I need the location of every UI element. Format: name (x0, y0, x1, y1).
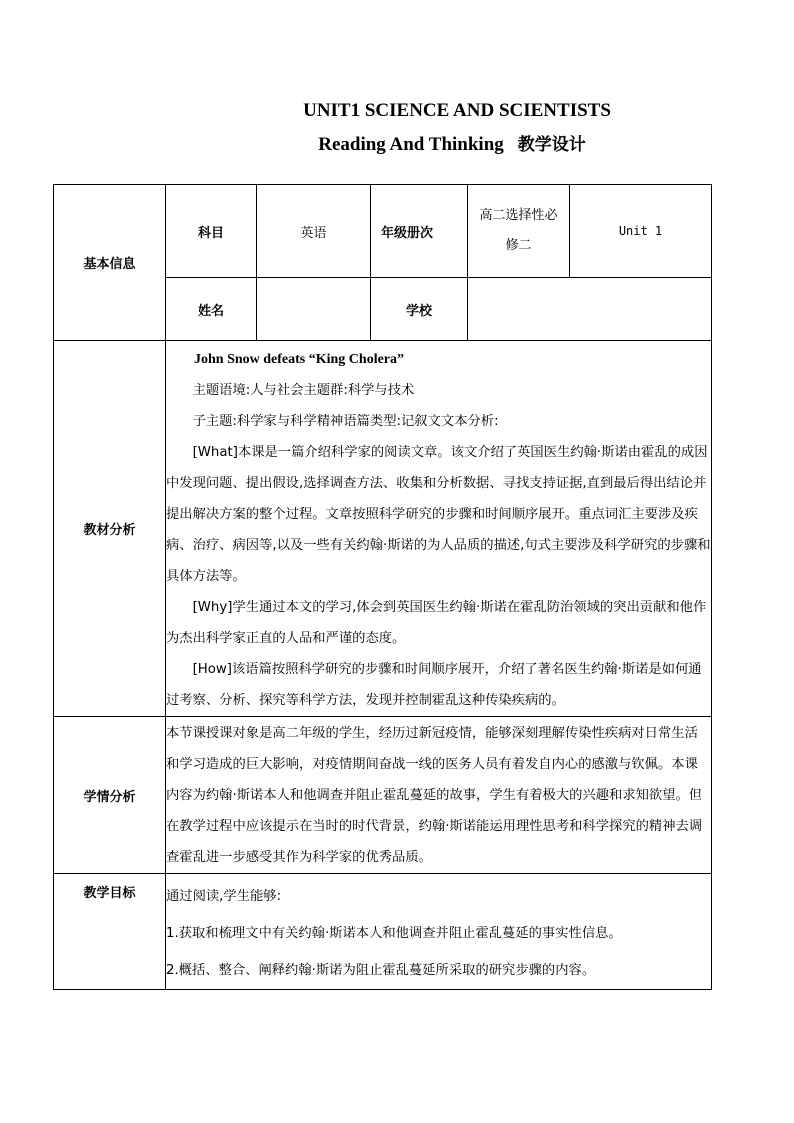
sub-theme: 子主题:科学家与科学精神语篇类型:记叙文文本分析: (192, 414, 499, 429)
passage-title: John Snow defeats “King Cholera” (194, 352, 405, 367)
school-label: 学校 (371, 278, 468, 341)
material-analysis-content (166, 341, 712, 717)
goals-intro: 通过阅读,学生能够: (166, 889, 282, 904)
doc-title-cn: 教学设计 (517, 135, 586, 155)
subject-label: 科目 (166, 185, 257, 278)
goal-item: 2.概括、整合、阐释约翰·斯诺为阻止霍乱蔓延所采取的研究步骤的内容。 (166, 963, 596, 978)
theme-context: 主题语境:人与社会主题群:科学与技术 (192, 383, 415, 398)
subject-value: 英语 (257, 185, 371, 278)
lesson-plan-table (53, 184, 712, 990)
analysis-what: [What]本课是一篇介绍科学家的阅读文章。该文介绍了英国医生约翰·斯诺由霍乱的成因中发现问题、提出假设,选择调查方法、收集和分析数据、寻找支持证据,直到最后得出结论并提出解决方案的整个过程。文章按照科学研究的步骤和时间顺序展开。重点词汇主要涉及疾病、治疗、病因等,以及一些有关约翰·斯诺的为人品质的描述,句式主要涉及科学研究的步骤和具体方法等。 (166, 445, 711, 584)
student-analysis-text: 本节课授课对象是高二年级的学生，经历过新冠疫情，能够深刻理解传染性疾病对日常生活和学习造成的巨大影响，对疫情期间奋战一线的医务人员有着发自内心的感激与钦佩。本课内容为约翰·斯诺本人和他调查并阻止霍乱蔓延的故事，学生有着极大的兴趣和求知欲望。但在教学过程中应该提示在当时的时代背景，约翰·斯诺能运用理性思考和科学探究的精神去调查霍乱进一步感受其作为科学家的优秀品质。 (166, 725, 703, 865)
teaching-goals-label: 教学目标 (54, 874, 166, 990)
doc-title-line2 (55, 130, 794, 156)
goal-item: 1.获取和梳理文中有关约翰·斯诺本人和他调查并阻止霍乱蔓延的事实性信息。 (166, 926, 622, 941)
school-value (468, 278, 712, 341)
name-value (257, 278, 371, 341)
material-analysis-label: 教材分析 (54, 341, 166, 717)
teaching-goals-content (166, 874, 712, 990)
basic-info-label: 基本信息 (54, 185, 166, 341)
grade-value: 高二选择性必修二 (468, 185, 570, 278)
unit-value: Unit 1 (570, 185, 712, 278)
analysis-how: [How]该语篇按照科学研究的步骤和时间顺序展开，介绍了著名医生约翰·斯诺是如何通过考察、分析、探究等科学方法，发现并控制霍乱这种传染疾病的。 (166, 662, 702, 708)
analysis-why: [Why]学生通过本文的学习,体会到英国医生约翰·斯诺在霍乱防治领域的突出贡献和他作为杰出科学家正直的人品和严谨的态度。 (166, 600, 707, 646)
doc-title-en: Reading And Thinking (318, 134, 504, 155)
student-analysis-label: 学情分析 (54, 717, 166, 874)
doc-title-line1: UNIT1 SCIENCE AND SCIENTISTS (303, 100, 611, 121)
name-label: 姓名 (166, 278, 257, 341)
student-analysis-content (166, 717, 712, 874)
grade-label: 年级册次 (371, 185, 468, 278)
